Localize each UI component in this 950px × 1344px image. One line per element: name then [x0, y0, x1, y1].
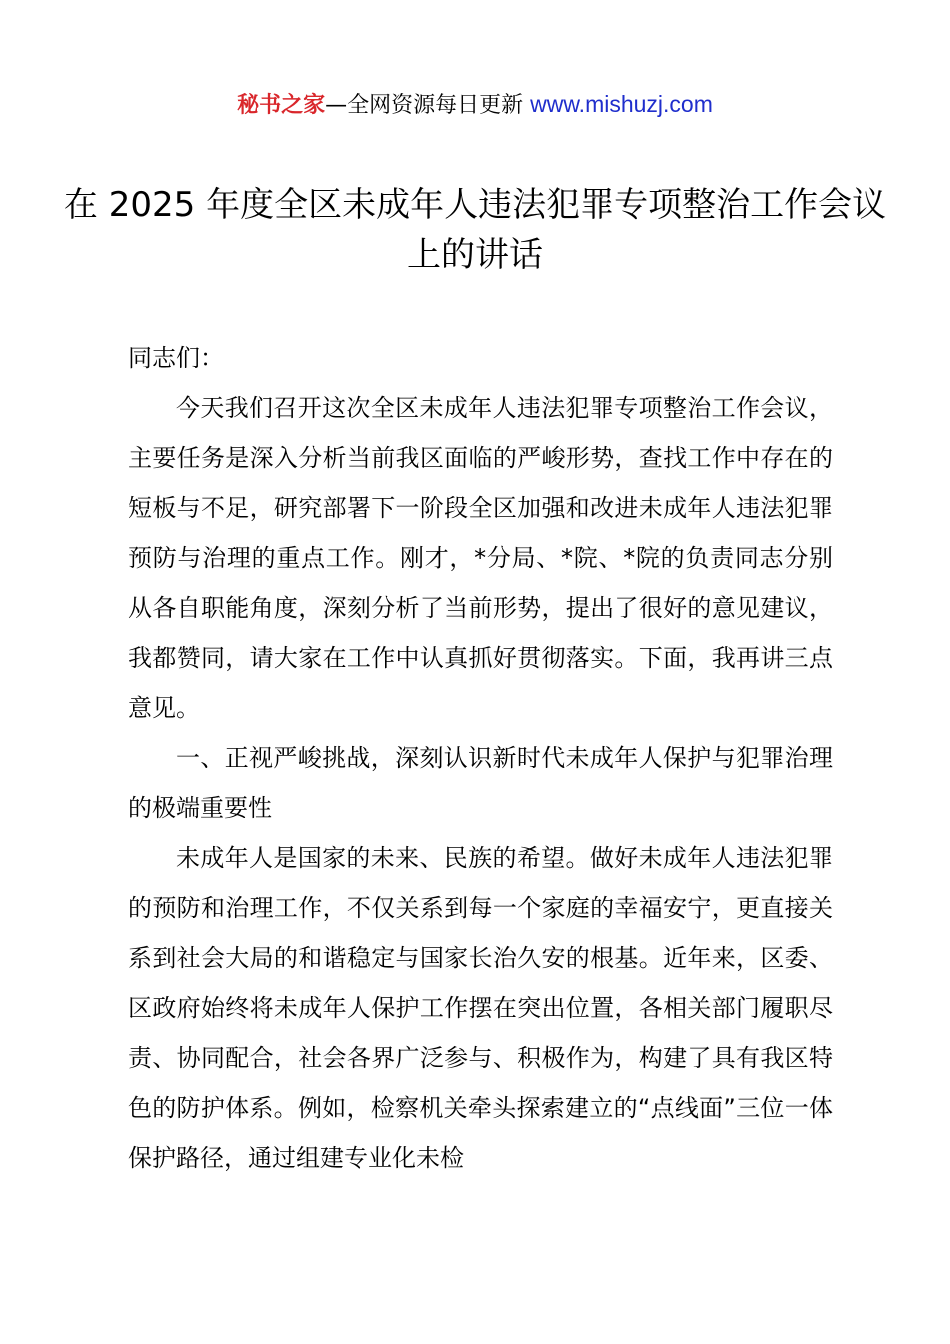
salutation: 同志们： — [128, 344, 224, 372]
site-url-link[interactable]: www.mishuzj.com — [530, 91, 713, 117]
document-title: 在 2025 年度全区未成年人违法犯罪专项整治工作会议上的讲话 — [63, 185, 887, 275]
document-body — [128, 333, 833, 1183]
paragraph-section-1: 未成年人是国家的未来、民族的希望。做好未成年人违法犯罪的预防和治理工作，不仅关系到每一个家庭的幸福安宁，更直接关系到社会大局的和谐稳定与国家长治久安的根基。近年来，区委、区政府始终将未成年人保护工作摆在突出位置，各相关部门履职尽责、协同配合，社会各界广泛参与、积极作为，构建了具有我区特色的防护体系。例如，检察机关牵头探索建立的“点线面”三位一体保护路径，通过组建专业化未检 — [128, 844, 833, 1172]
site-slogan: —全网资源每日更新 — [325, 93, 531, 118]
site-brand: 秘书之家 — [237, 93, 326, 118]
site-header — [0, 88, 950, 122]
paragraph-intro: 今天我们召开这次全区未成年人违法犯罪专项整治工作会议，主要任务是深入分析当前我区面临的严峻形势，查找工作中存在的短板与不足，研究部署下一阶段全区加强和改进未成年人违法犯罪预防与治理的重点工作。刚才，*分局、*院、*院的负责同志分别从各自职能角度，深刻分析了当前形势，提出了很好的意见建议，我都赞同，请大家在工作中认真抓好贯彻落实。下面，我再讲三点意见。 — [128, 394, 833, 722]
section-heading-1: 一、正视严峻挑战，深刻认识新时代未成年人保护与犯罪治理的极端重要性 — [128, 744, 833, 822]
